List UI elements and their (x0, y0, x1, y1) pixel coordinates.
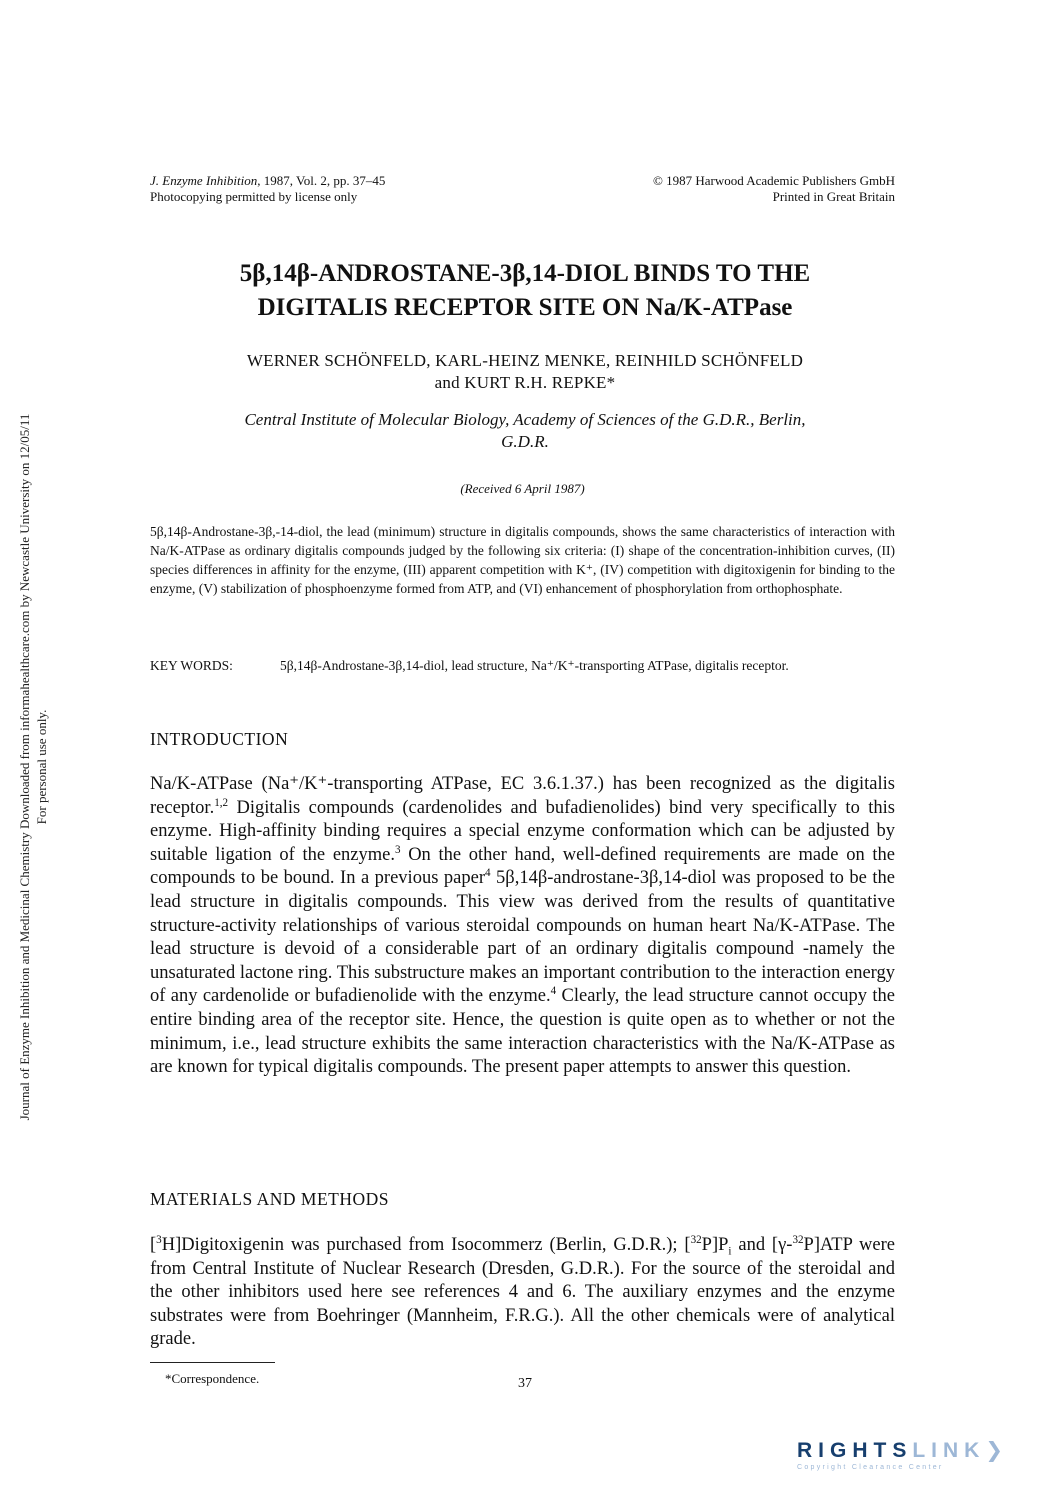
intro-text: Clearly, the lead structure cannot occupy the entire binding area of the receptor site. Hence, the question is quite open as to whether or not the minimum, i.e., lead structure exhibits the same interaction characteristics with the Na/K-ATPase as are known for typical digitalis compounds. The present paper attempts to answer this question. (150, 986, 895, 1078)
reference-marker: 4 (550, 985, 557, 998)
abstract: 5β,14β-Androstane-3β,-14-diol, the lead (minimum) structure in digitalis compounds, shows the same characteristics of interaction with Na/K-ATPase as ordinary digitalis compounds judged by the following six criteria: (I) shape of the concentration-inhibition curves, (II) species differences in affinity for the enzyme, (III) apparent competition with K⁺, (IV) competition with digitoxigenin for binding to the enzyme, (V) stabilization of phosphoenzyme formed from ATP, and (VI) enhancement of phosphorylation from orthophosphate. (150, 524, 895, 596)
copyright-notice: © 1987 Harwood Academic Publishers GmbH (652, 173, 895, 188)
rightslink-wordmark (797, 1438, 1032, 1463)
materials-methods-paragraph (150, 1234, 895, 1352)
section-heading-introduction: INTRODUCTION (150, 729, 289, 749)
journal-citation: , 1987, Vol. 2, pp. 37–45 (257, 173, 386, 188)
introduction-paragraph (150, 773, 895, 1080)
subscript: i (728, 1245, 732, 1258)
download-stamp-line: Journal of Enzyme Inhibition and Medicinal Chemistry Downloaded from informahealthcare.com by Newcastle University on 12/05/11 (17, 413, 32, 1121)
footnote: *Correspondence. (165, 1371, 260, 1386)
reference-marker: 3 (394, 843, 401, 856)
running-header-right (653, 173, 895, 205)
isotope-marker: 3 (156, 1233, 162, 1246)
download-stamp (16, 267, 60, 1267)
article-title (110, 257, 940, 325)
intro-text: Na/K-ATPase (Na⁺/K⁺-transporting ATPase, EC 3.6.1.37.) has been recognized as the digitalis receptor. (150, 774, 895, 818)
printed-notice: Printed in Great Britain (772, 189, 895, 204)
affiliation (130, 409, 920, 453)
keywords-label: KEY WORDS: (150, 658, 233, 673)
affiliation-line: G.D.R. (501, 432, 549, 451)
page-number: 37 (518, 1376, 532, 1391)
logo-dark-part: RIGHTS (797, 1439, 913, 1462)
rightslink-logo[interactable] (797, 1438, 1032, 1478)
title-line: 5β,14β-ANDROSTANE-3β,14-DIOL BINDS TO THE (239, 260, 811, 287)
mm-text: [ (150, 1235, 157, 1255)
mm-text: H]Digitoxigenin was purchased from Isocommerz (Berlin, G.D.R.); [ (161, 1235, 691, 1255)
chevron-icon: ❯ (985, 1439, 1009, 1462)
section-heading-materials-methods: MATERIALS AND METHODS (150, 1189, 389, 1209)
reference-marker: 4 (484, 867, 491, 880)
keywords (150, 656, 895, 675)
authors-line: and KURT R.H. REPKE* (434, 373, 616, 392)
journal-name: J. Enzyme Inhibition (150, 173, 258, 188)
mm-text: P]P (701, 1235, 729, 1255)
logo-light-part: LINK (912, 1439, 986, 1462)
affiliation-line: Central Institute of Molecular Biology, Academy of Sciences of the G.D.R., Berlin, (244, 410, 806, 429)
download-stamp-line: For personal use only. (34, 709, 49, 825)
intro-text: On the other hand, well-defined requirements are made on the compounds to be bound. In a previous paper (150, 844, 895, 889)
author-list (130, 350, 920, 394)
received-date: (Received 6 April 1987) (460, 481, 585, 496)
authors-line: WERNER SCHÖNFELD, KARL-HEINZ MENKE, REINHILD SCHÖNFELD (246, 351, 804, 370)
mm-text: and [γ- (731, 1235, 793, 1255)
photocopy-notice: Photocopying permitted by license only (150, 189, 358, 204)
logo-tagline: Copyright Clearance Center (797, 1464, 944, 1471)
isotope-marker: 32 (690, 1233, 702, 1246)
mm-text: P]ATP were from Central Institute of Nuclear Research (Dresden, G.D.R.). For the source of the steroidal and the other inhibitors used here see references 4 and 6. The auxiliary enzymes and the enzyme substrates were from Boehringer (Mannheim, F.R.G.). All the other chemicals were of analytical grade. (150, 1235, 895, 1350)
intro-text: Digitalis compounds (cardenolides and bufadienolides) bind very specifically to this enzyme. High-affinity binding requires a special enzyme conformation which can be adjusted by suitable ligation of the enzyme. (150, 797, 895, 865)
footnote-rule (150, 1362, 275, 1363)
reference-marker: 1,2 (214, 796, 229, 809)
keywords-text: 5β,14β-Androstane-3β,14-diol, lead structure, Na⁺/K⁺-transporting ATPase, digitalis receptor. (280, 658, 789, 673)
running-header-left (150, 173, 385, 205)
isotope-marker: 32 (792, 1233, 804, 1246)
title-line: DIGITALIS RECEPTOR SITE ON Na/K-ATPase (257, 294, 793, 321)
intro-text: 5β,14β-androstane-3β,14-diol was proposed to be the lead structure in digitalis compounds. This view was derived from the results of quantitative structure-activity relationships of various steroidal compounds on human heart Na/K-ATPase. The lead structure is devoid of a considerable part of an ordinary digitalis compound -namely the unsaturated lactone ring. This substructure makes an important contribution to the interaction energy of any cardenolide or bufadienolide with the enzyme. (150, 868, 895, 1007)
